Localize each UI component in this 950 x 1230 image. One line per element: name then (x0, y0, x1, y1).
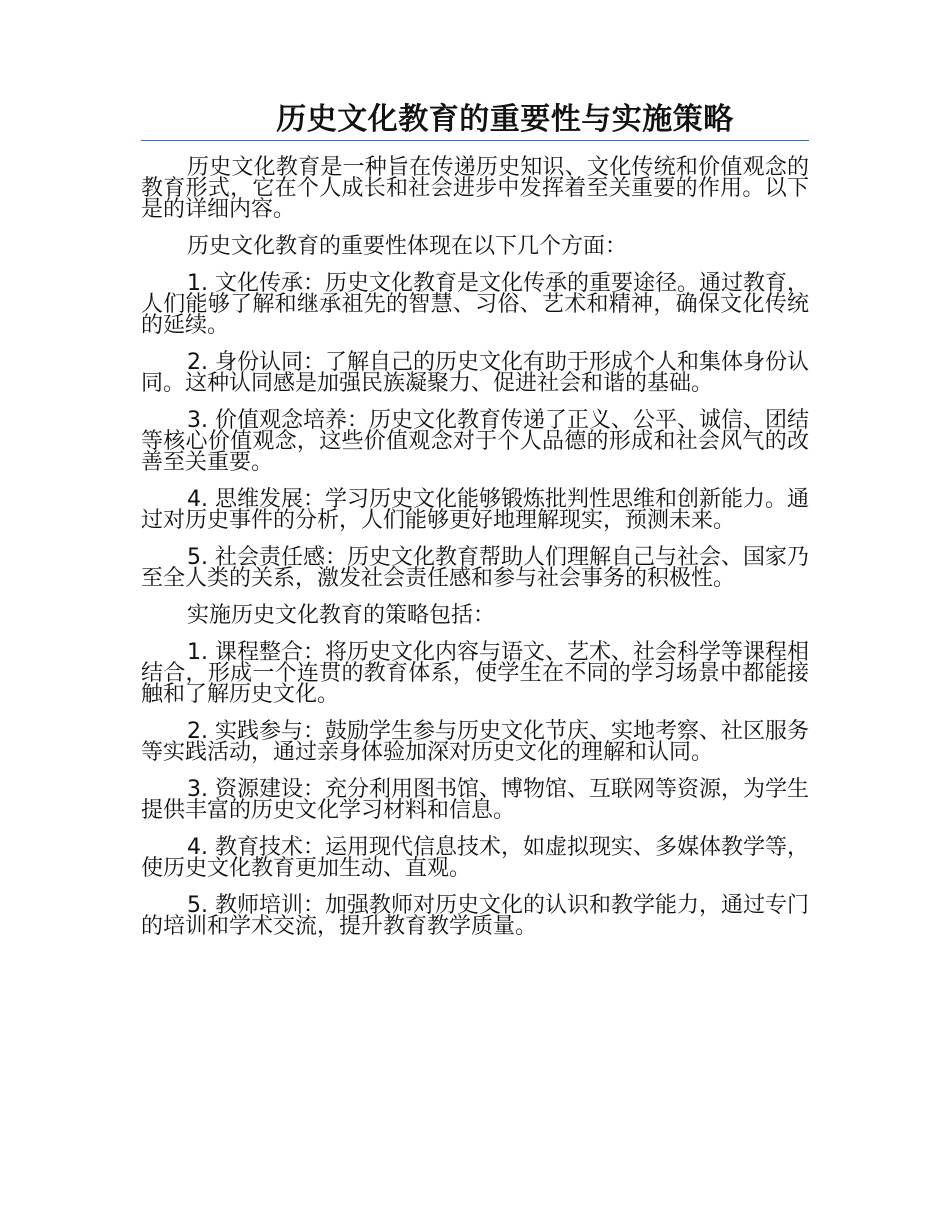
importance-heading: 历史文化教育的重要性体现在以下几个方面： (187, 234, 628, 259)
strategy-item-5: 5. 教师培训：加强教师对历史文化的认识和教学能力，通过专门的培训和学术交流，提升教育教学质量。 (141, 893, 809, 939)
importance-item-3: 3. 价值观念培养：历史文化教育传递了正义、公平、诚信、团结等核心价值观念，这些价值观念对于个人品德的形成和社会风气的改善至关重要。 (141, 408, 809, 475)
document-title: 历史文化教育的重要性与实施策略 (276, 102, 734, 137)
importance-item-1: 1. 文化传承：历史文化教育是文化传承的重要途径。通过教育，人们能够了解和继承祖先的智慧、习俗、艺术和精神，确保文化传统的延续。 (141, 271, 809, 338)
strategy-item-4: 4. 教育技术：运用现代信息技术，如虚拟现实、多媒体教学等，使历史文化教育更加生动、直观。 (141, 835, 809, 881)
strategy-item-1: 1. 课程整合：将历史文化内容与语文、艺术、社会科学等课程相结合，形成一个连贯的教育体系，使学生在不同的学习场景中都能接触和了解历史文化。 (141, 640, 809, 707)
document-body (141, 100, 809, 953)
strategy-item-3: 3. 资源建设：充分利用图书馆、博物馆、互联网等资源，为学生提供丰富的历史文化学习材料和信息。 (141, 777, 809, 823)
intro-paragraph: 历史文化教育是一种旨在传递历史知识、文化传统和价值观念的教育形式，它在个人成长和社会进步中发挥着至关重要的作用。以下是的详细内容。 (141, 155, 809, 222)
strategy-heading: 实施历史文化教育的策略包括： (187, 603, 496, 628)
importance-item-2: 2. 身份认同：了解自己的历史文化有助于形成个人和集体身份认同。这种认同感是加强民族凝聚力、促进社会和谐的基础。 (141, 350, 809, 396)
importance-item-4: 4. 思维发展：学习历史文化能够锻炼批判性思维和创新能力。通过对历史事件的分析，人们能够更好地理解现实，预测未来。 (141, 487, 809, 533)
importance-item-5: 5. 社会责任感：历史文化教育帮助人们理解自己与社会、国家乃至全人类的关系，激发社会责任感和参与社会事务的积极性。 (141, 545, 809, 591)
strategy-item-2: 2. 实践参与：鼓励学生参与历史文化节庆、实地考察、社区服务等实践活动，通过亲身体验加深对历史文化的理解和认同。 (141, 719, 809, 765)
title-underline (141, 140, 809, 141)
